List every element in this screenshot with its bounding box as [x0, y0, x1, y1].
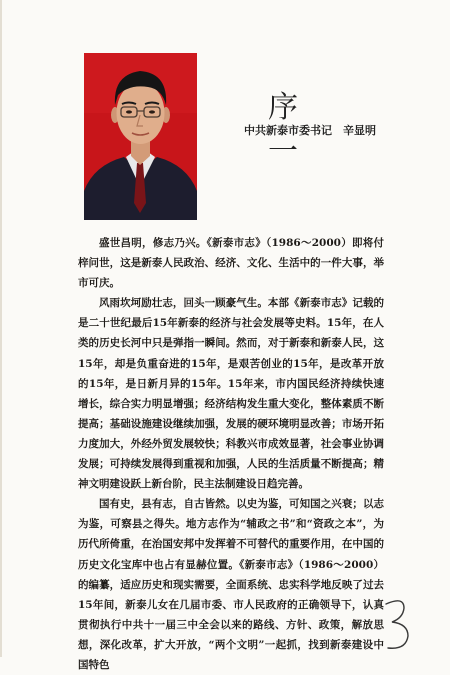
- preface-title: 序 一: [268, 90, 306, 169]
- handwritten-mark-icon: [378, 594, 418, 654]
- author-portrait: [84, 53, 197, 220]
- paragraph: 风雨坎坷励壮志，回头一顾豪气生。本部《新泰市志》记载的是二十世纪最后15年新泰的经济与社会发展等史料。15年，在人类的历史长河中只是弹指一瞬间。然而，对于新泰和新泰人民，这15年，却是负重奋进的15年，是艰苦创业的15年，是改革开放的15年，是日新月异的15年。15年来，市内国民经济持续快速增长，综合实力明显增强；经济结构发生重大变化，整体素质不断提高；基础设施建设继续加强，发展的硬环境明显改善；市场开拓力度加大，外经外贸发展较快；科教兴市成效显著，社会事业协调发展；可持续发展得到重视和加强，人民的生活质量不断提高；精神文明建设跃上新台阶，民主法制建设日趋完善。: [78, 297, 384, 491]
- paragraph: 国有史，县有志，自古皆然。以史为鉴，可知国之兴衰；以志为鉴，可察县之得失。地方志作为“辅政之书”和“资政之本”，为历代所倚重，在治国安邦中发挥着不可替代的重要作用，在中国的历史文化宝库中也占有显赫位置。《新泰市志》（1986～2000）的编纂，适应历史和现实需要，全面系统、忠实科学地反映了过去15年间，新泰儿女在几届市委、市人民政府的正确领导下，认真贯彻执行中共十一届三中全会以来的路线、方针、政策，解放思想，深化改革，扩大开放，“两个文明”一起抓，找到新泰建设中国特色: [78, 498, 384, 671]
- preface-body: [78, 233, 384, 675]
- portrait-photo-icon: [84, 53, 197, 220]
- paragraph: 盛世昌明，修志乃兴。《新泰市志》（1986～2000）即将付梓问世，这是新泰人民政治、经济、文化、生活中的一件大事，举市可庆。: [78, 237, 384, 290]
- author-line: 中共新泰市委书记 辛显明: [244, 124, 376, 137]
